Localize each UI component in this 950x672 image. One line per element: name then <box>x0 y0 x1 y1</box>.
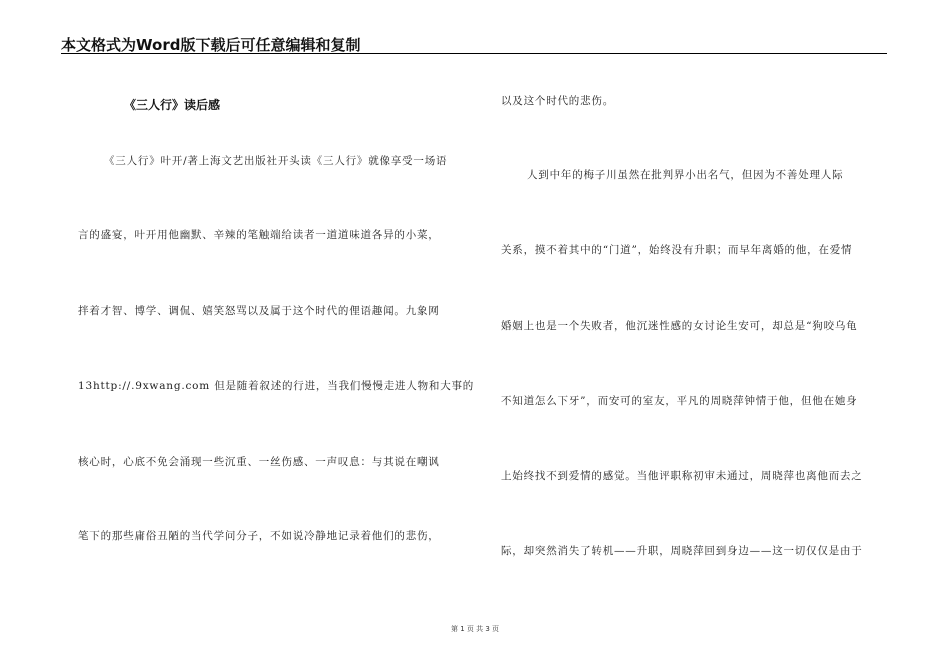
document-title: 《三人行》读后感 <box>124 98 221 112</box>
paragraph-line: 言的盛宴，叶开用他幽默、辛辣的笔触端给读者一道道味道各异的小菜， <box>78 229 440 241</box>
paragraph-line: 人到中年的梅子川虽然在批判界小出名气，但因为不善处理人际 <box>527 169 844 181</box>
right-column <box>501 0 889 620</box>
paragraph-line: 拌着才智、博学、调侃、嬉笑怒骂以及属于这个时代的俚语趣闻。九象网 <box>78 305 440 317</box>
paragraph-line: 不知道怎么下牙”，而安可的室友，平凡的周晓萍钟情于他，但他在她身 <box>501 395 858 407</box>
header-title: 本文格式为Word版下载后可任意编辑和复制 <box>61 36 361 54</box>
paragraph-line: 上始终找不到爱情的感觉。当他评职称初审未通过，周晓萍也离他而去之 <box>501 470 863 482</box>
paragraph-line: 以及这个时代的悲伤。 <box>501 95 614 107</box>
paragraph-line: 《三人行》叶开/著上海文艺出版社开头读《三人行》就像享受一场语 <box>104 155 448 167</box>
paragraph-line: 际，却突然消失了转机——升职，周晓萍回到身边——这一切仅仅是由于 <box>501 545 863 557</box>
paragraph-line: 笔下的那些庸俗丑陋的当代学问分子，不如说冷静地记录着他们的悲伤， <box>78 530 440 542</box>
paragraph-line: 核心时，心底不免会涌现一些沉重、一丝伤感、一声叹息：与其说在嘲讽 <box>78 456 440 468</box>
page-number: 第 1 页 共 3 页 <box>450 625 500 633</box>
paragraph-line: 婚姻上也是一个失败者，他沉迷性感的女讨论生安可，却总是“狗咬乌龟 <box>501 320 858 332</box>
paragraph-line: 13http://.9xwang.com 但是随着叙述的行进，当我们慢慢走进人物和大事的 <box>78 380 475 392</box>
paragraph-line: 关系，摸不着其中的“门道”，始终没有升职；而早年离婚的他，在爱情 <box>501 244 853 256</box>
left-column <box>78 0 475 620</box>
